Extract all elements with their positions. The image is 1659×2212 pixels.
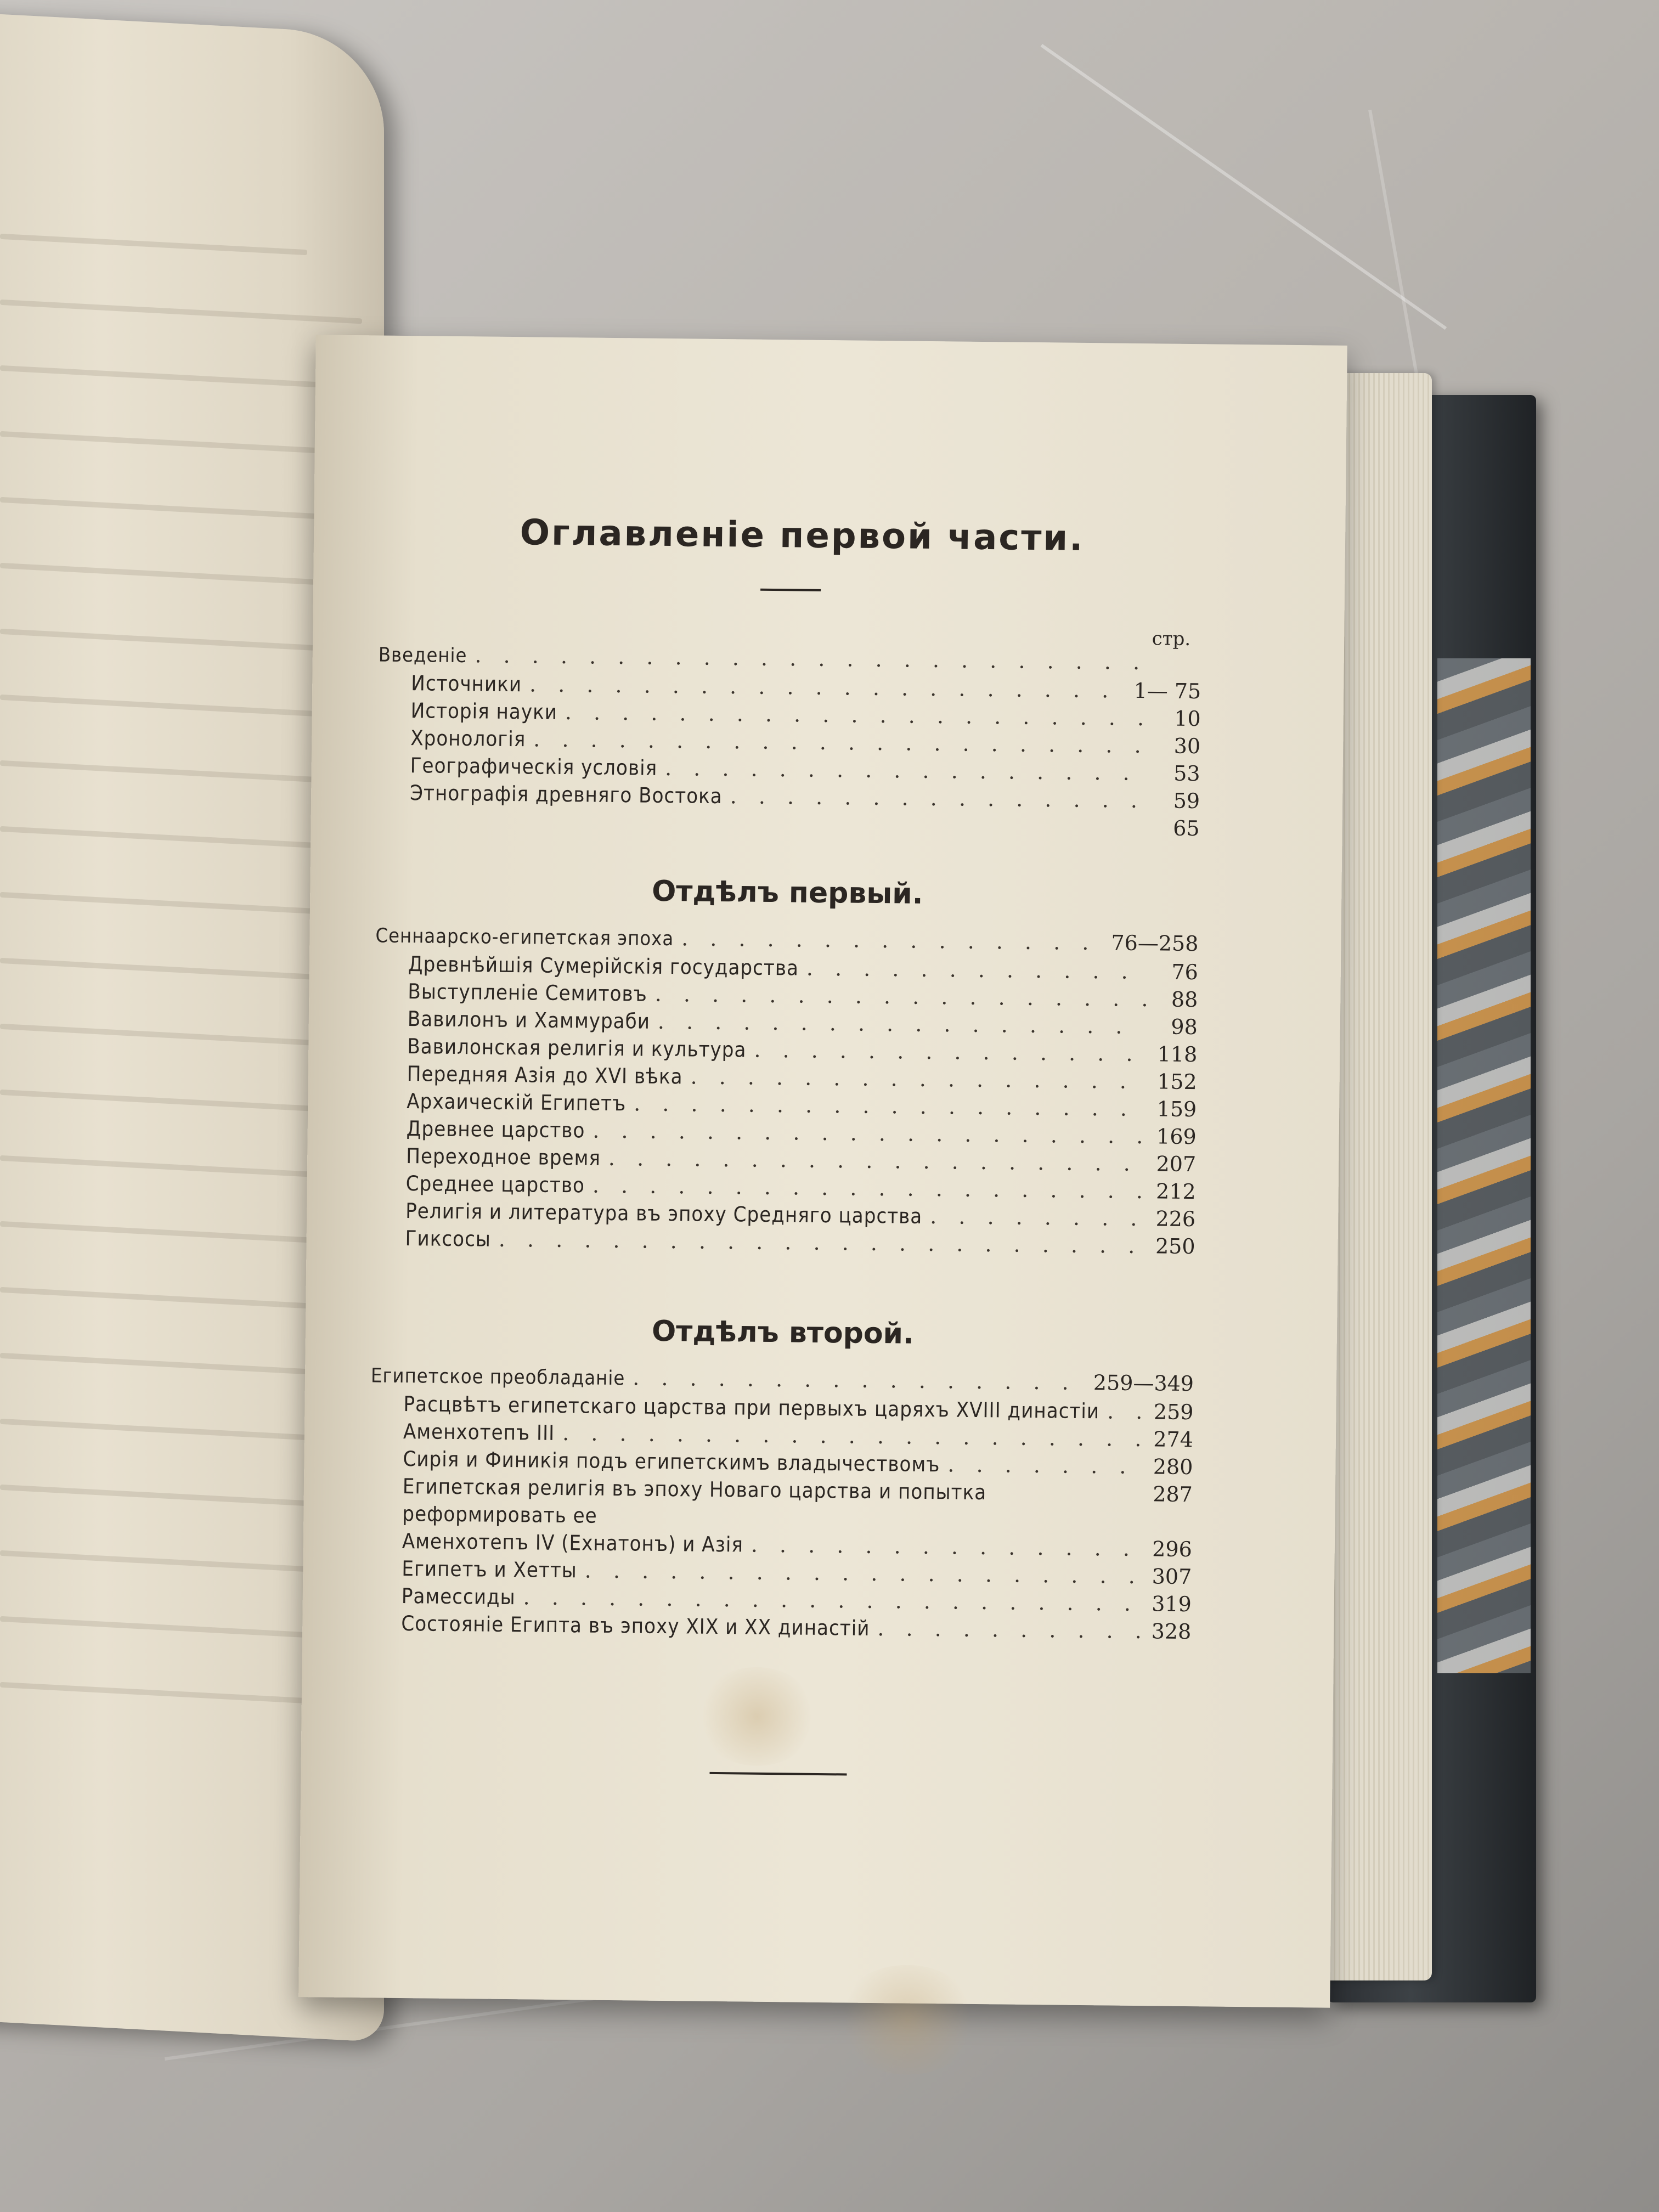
paper-stain	[836, 1964, 979, 2075]
toc-entry: Египетъ и Хетты . . . 307	[369, 1554, 1192, 1590]
footer-rule	[709, 1772, 847, 1776]
faded-text-line	[0, 563, 362, 588]
section-title-2: Отдѣлъ второй.	[651, 1314, 915, 1351]
toc-heading-intro: Введеніе . . .	[379, 640, 1201, 678]
intro-block	[376, 640, 1201, 842]
toc-entry: 65	[1172, 816, 1200, 841]
toc-heading-section1: Сеннаарско-египетская эпоха . . . 76—258	[375, 921, 1198, 958]
toc-entry: Источники . . . 1— 75	[378, 669, 1201, 705]
toc-entry: Состояніе Египта въ эпоху XIX и XX династій . . . 328	[368, 1609, 1191, 1645]
toc-entry: Расцвѣтъ египетскаго царства при первыхъ царяхъ XVIII династіи . . . 259	[370, 1390, 1193, 1426]
toc-entry: Аменхотепъ IV (Ехнатонъ) и Азія . . . 296	[369, 1527, 1192, 1563]
faded-text-line	[0, 431, 362, 456]
title-rule	[760, 589, 821, 591]
toc-entry: Среднее царство . . . 212	[373, 1169, 1195, 1205]
toc-entry: Вавилонская религія и культура . . . 118	[374, 1032, 1197, 1068]
faded-text-line	[0, 300, 362, 324]
toc-entry: Архаическій Египетъ . . . 159	[374, 1087, 1197, 1123]
toc-entry: Древнѣйшія Сумерійскія государства . . . 76	[375, 950, 1198, 986]
toc-entry: Аменхотепъ III . . . 274	[370, 1417, 1193, 1453]
faded-text-line	[0, 629, 362, 653]
toc-entry: Гиксосы . . . 250	[372, 1224, 1195, 1260]
table-of-contents	[367, 511, 1203, 1779]
page-column-label: стр.	[1152, 628, 1191, 650]
faded-text-line	[0, 365, 362, 390]
toc-entry: Выступленіе Семитовъ . . . 88	[375, 977, 1198, 1013]
toc-entry: Хронологія . . . 30	[377, 724, 1200, 760]
marbled-endpaper	[1437, 658, 1531, 1673]
section-title-1: Отдѣлъ первый.	[651, 874, 923, 911]
toc-entry: Древнее царство . . . 169	[374, 1114, 1197, 1150]
toc-entry: Египетская религія въ эпоху Новаго царства и попытка реформировать ее 287	[402, 1474, 1193, 1528]
toc-entry: Сирія и Финикія подъ египетскимъ владычествомъ . . . 280	[370, 1444, 1193, 1481]
page-title: Оглавленіе первой части.	[520, 512, 1085, 559]
faded-text-line	[0, 497, 362, 522]
faded-text-line	[0, 892, 362, 917]
toc-entry: Религія и литература въ эпоху Средняго царства . . . 226	[373, 1197, 1195, 1233]
right-page	[298, 335, 1347, 2008]
faded-text-line	[0, 695, 362, 719]
faded-text-line	[0, 234, 307, 255]
section2-block	[368, 1361, 1194, 1645]
faded-text-line	[0, 826, 362, 851]
section1-block	[372, 921, 1198, 1260]
marble-vein	[1041, 44, 1447, 330]
faded-text-line	[0, 958, 362, 983]
toc-entry: Этнографія древняго Востока . . . 59	[377, 778, 1200, 815]
toc-entry: Переходное время . . . 207	[373, 1142, 1196, 1178]
faded-text-line	[0, 1024, 362, 1048]
toc-entry: Исторія науки . . . 10	[377, 696, 1200, 732]
toc-entry: Передняя Азія до XVI вѣка . . . 152	[374, 1059, 1197, 1096]
toc-heading-section2: Египетское преобладаніе . . . 259—349	[371, 1361, 1194, 1398]
toc-entry: Вавилонъ и Хаммураби . . . 98	[375, 1005, 1198, 1041]
toc-entry: Рамессиды . . . 319	[369, 1582, 1192, 1618]
toc-entry: Географическія условія . . . 53	[377, 751, 1200, 787]
faded-text-line	[0, 760, 362, 785]
